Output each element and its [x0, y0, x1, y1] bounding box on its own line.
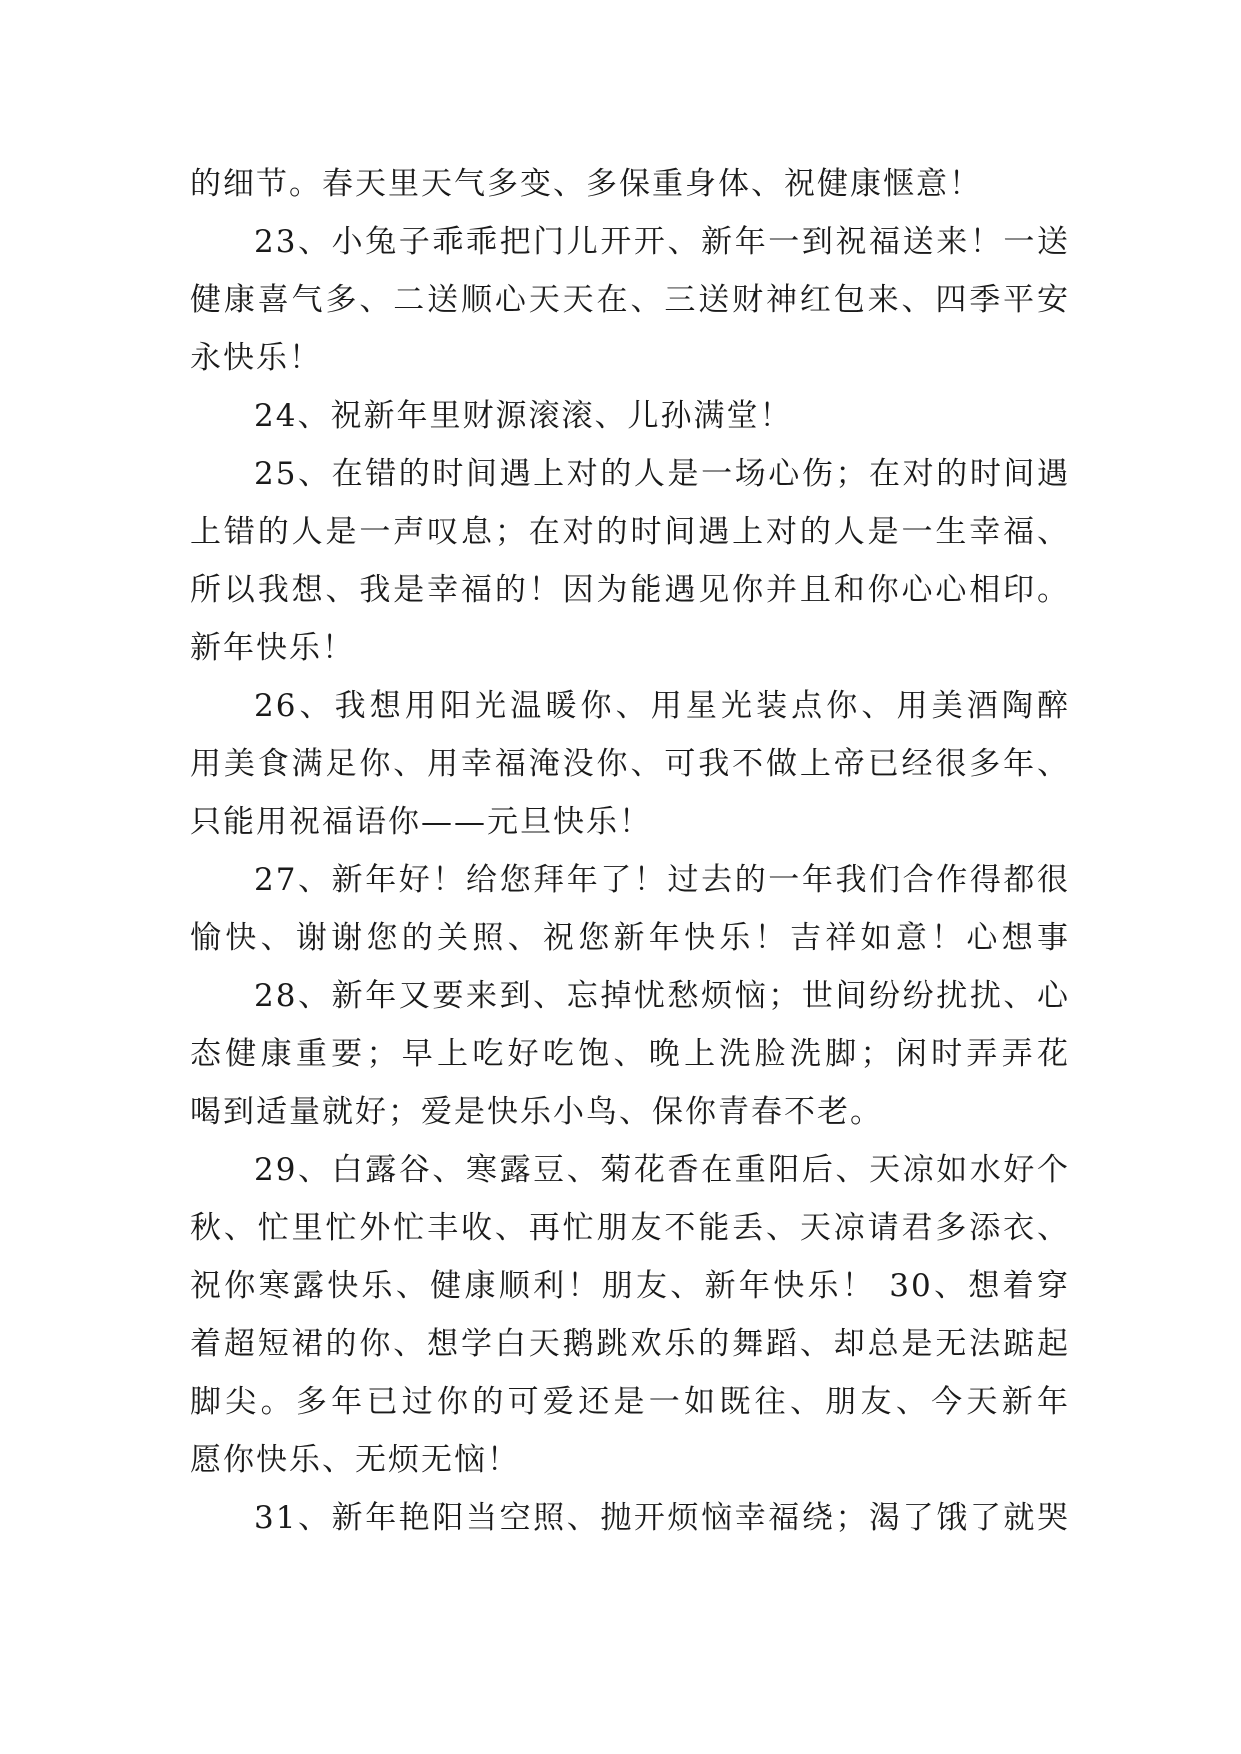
text-line: 的细节。春天里天气多变、多保重身体、祝健康惬意！ [190, 166, 982, 202]
text-line: 健康喜气多、二送顺心天天在、三送财神红包来、四季平安 [190, 282, 1070, 318]
text-line: 29、白露谷、寒露豆、菊花香在重阳后、天凉如水好个 [254, 1152, 1070, 1188]
text-line: 永快乐！ [190, 340, 322, 376]
text-line: 用美食满足你、用幸福淹没你、可我不做上帝已经很多年、 [190, 746, 1070, 782]
text-line: 28、新年又要来到、忘掉忧愁烦恼；世间纷纷扰扰、心 [254, 978, 1070, 1014]
document-body [190, 155, 1070, 1547]
text-line: 上错的人是一声叹息；在对的时间遇上对的人是一生幸福、 [190, 514, 1070, 550]
text-line: 着超短裙的你、想学白天鹅跳欢乐的舞蹈、却总是无法踮起 [190, 1326, 1070, 1362]
text-line: 27、新年好！给您拜年了！过去的一年我们合作得都很 [254, 862, 1070, 898]
text-line: 25、在错的时间遇上对的人是一场心伤；在对的时间遇 [254, 456, 1070, 492]
text-line: 23、小兔子乖乖把门儿开开、新年一到祝福送来！一送 [254, 224, 1070, 260]
text-line: 祝你寒露快乐、健康顺利！朋友、新年快乐！ 30、想着穿 [190, 1268, 1070, 1304]
text-line: 喝到适量就好；爱是快乐小鸟、保你青春不老。 [190, 1094, 883, 1130]
text-line: 24、祝新年里财源滚滚、儿孙满堂！ [254, 398, 793, 434]
text-line: 26、我想用阳光温暖你、用星光装点你、用美酒陶醉 [254, 688, 1070, 724]
text-line: 态健康重要；早上吃好吃饱、晚上洗脸洗脚；闲时弄弄花 [190, 1036, 1070, 1072]
text-line: 所以我想、我是幸福的！因为能遇见你并且和你心心相印。 [190, 572, 1070, 608]
text-line: 新年快乐！ [190, 630, 355, 666]
text-line: 31、新年艳阳当空照、抛开烦恼幸福绕；渴了饿了就哭 [254, 1500, 1070, 1536]
text-line: 脚尖。多年已过你的可爱还是一如既往、朋友、今天新年 [190, 1384, 1070, 1420]
text-line: 愿你快乐、无烦无恼！ [190, 1442, 520, 1478]
text-line: 秋、忙里忙外忙丰收、再忙朋友不能丢、天凉请君多添衣、 [190, 1210, 1070, 1246]
text-line: 愉快、谢谢您的关照、祝您新年快乐！吉祥如意！心想事 [190, 920, 1070, 956]
text-line: 只能用祝福语你——元旦快乐！ [190, 804, 652, 840]
